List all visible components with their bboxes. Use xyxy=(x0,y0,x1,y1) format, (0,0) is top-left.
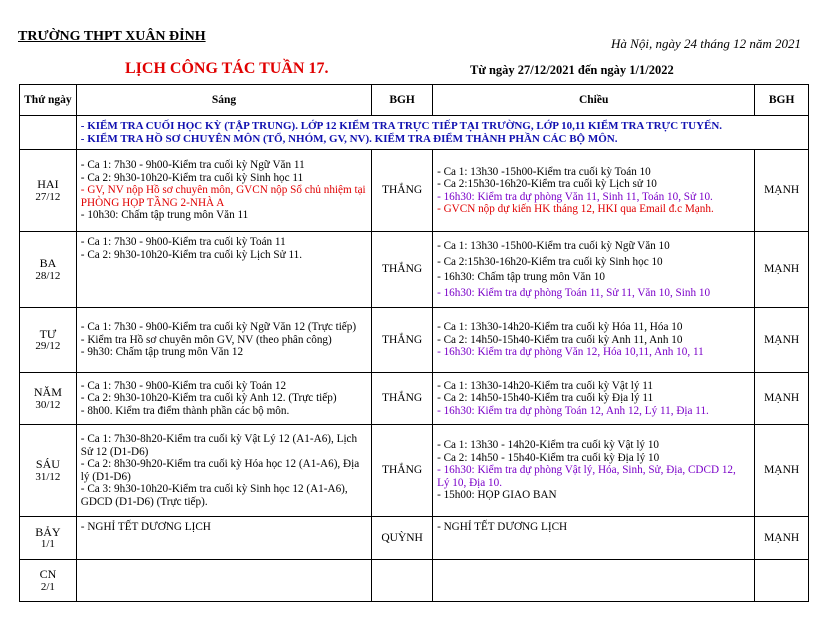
bgh-cell: THẮNG xyxy=(372,425,433,517)
table-row xyxy=(20,232,809,308)
table-row xyxy=(20,560,809,602)
day-name: NĂM xyxy=(33,385,62,399)
notice-line: - KIỂM TRA HỒ SƠ CHUYÊN MÔN (TỔ, NHÓM, GV, NV). KIỂM TRA ĐIỂM THÀNH PHẦN CÁC BỘ MÔN. xyxy=(80,132,618,145)
page-title: LỊCH CÔNG TÁC TUẦN 17. xyxy=(125,60,329,77)
bgh-cell: THẮNG xyxy=(372,232,433,308)
afternoon-item: - Ca 1: 13h30-14h20-Kiểm tra cuối kỳ Hóa 11, Hóa 10 xyxy=(437,321,683,334)
day-cell xyxy=(20,517,77,560)
bgh-cell-2: MẠNH xyxy=(755,373,809,425)
bgh-cell: THẮNG xyxy=(372,308,433,373)
afternoon-item: - Ca 2: 14h50 - 15h40-Kiểm tra cuối kỳ Địa lý 10 xyxy=(437,451,660,464)
morning-item: - GV, NV nộp Hồ sơ chuyên môn, GVCN nộp Sổ chủ nhiệm tại PHÒNG HỌP TẦNG 2-NHÀ A xyxy=(80,184,366,209)
day-cell xyxy=(20,425,77,517)
morning-cell xyxy=(76,425,371,517)
morning-item: - Ca 1: 7h30 - 9h00-Kiểm tra cuối kỳ Toán 12 xyxy=(80,379,287,392)
morning-cell xyxy=(76,373,371,425)
bgh-cell-2: MẠNH xyxy=(755,150,809,232)
day-cell xyxy=(20,373,77,425)
bgh-cell: THẮNG xyxy=(372,373,433,425)
morning-item: - Ca 1: 7h30 - 9h00-Kiểm tra cuối kỳ Ngữ Văn 11 xyxy=(80,159,305,172)
col-header-bgh: BGH xyxy=(372,85,433,116)
afternoon-item: - 16h30: Kiểm tra dự phòng Văn 12, Hóa 10,11, Anh 10, 11 xyxy=(437,346,704,359)
table-row xyxy=(20,517,809,560)
afternoon-item: - Ca 2: 14h50-15h40-Kiểm tra cuối kỳ Địa lý 11 xyxy=(437,392,654,405)
afternoon-item: - 16h30: Kiểm tra dự phòng Vật lý, Hóa, Sinh, Sử, Địa, CDCD 12, Lý 10, Địa 10. xyxy=(437,464,736,489)
col-header-afternoon: Chiều xyxy=(433,85,755,116)
afternoon-cell xyxy=(433,308,755,373)
bgh-cell-2: MẠNH xyxy=(755,425,809,517)
table-row xyxy=(20,373,809,425)
afternoon-cell xyxy=(433,425,755,517)
bgh-cell xyxy=(372,560,433,602)
day-name: HAI xyxy=(37,177,59,191)
table-row xyxy=(20,308,809,373)
morning-cell xyxy=(76,308,371,373)
notice-day-cell xyxy=(20,116,77,150)
morning-item: - Ca 2: 8h30-9h20-Kiểm tra cuối kỳ Hóa học 12 (A1-A6), Địa lý (D1-D6) xyxy=(80,458,360,483)
morning-cell xyxy=(76,232,371,308)
notice-cell xyxy=(76,116,808,150)
morning-item: - Ca 2: 9h30-10h20-Kiểm tra cuối kỳ Lịch Sử 11. xyxy=(80,248,303,261)
date-range: Từ ngày 27/12/2021 đến ngày 1/1/2022 xyxy=(470,63,674,77)
afternoon-item: - 16h30: Kiểm tra dự phòng Văn 11, Sinh 11, Toán 10, Sử 10. xyxy=(437,190,713,203)
morning-cell xyxy=(76,150,371,232)
afternoon-item: - 16h30: Kiểm tra dự phòng Toán 11, Sử 11, Văn 10, Sinh 10 xyxy=(437,286,711,299)
afternoon-cell xyxy=(433,560,755,602)
day-cell xyxy=(20,150,77,232)
afternoon-item: - NGHỈ TẾT DƯƠNG LỊCH xyxy=(437,521,568,533)
day-date: 27/12 xyxy=(35,190,61,203)
day-date: 2/1 xyxy=(40,580,55,593)
day-name: SÁU xyxy=(35,457,60,471)
afternoon-cell xyxy=(433,232,755,308)
bgh-cell-2 xyxy=(755,560,809,602)
afternoon-item: - Ca 2:15h30-16h20-Kiểm tra cuối kỳ Sinh học 10 xyxy=(437,255,663,268)
afternoon-item: - Ca 2:15h30-16h20-Kiểm tra cuối kỳ Lịch sử 10 xyxy=(437,178,657,190)
morning-item: - Ca 1: 7h30 - 9h00-Kiểm tra cuối kỳ Toán 11 xyxy=(80,236,286,248)
morning-item: - Ca 2: 9h30-10h20-Kiểm tra cuối kỳ Sinh học 11 xyxy=(80,171,304,184)
afternoon-item: - Ca 1: 13h30 -15h00-Kiểm tra cuối kỳ Ngữ Văn 10 xyxy=(437,240,670,252)
day-date: 28/12 xyxy=(35,269,61,282)
morning-item: - 8h00. Kiểm tra điểm thành phần các bộ môn. xyxy=(80,404,290,417)
morning-cell xyxy=(76,560,371,602)
morning-item: - Kiểm tra Hồ sơ chuyên môn GV, NV (theo phân công) xyxy=(80,333,332,346)
day-cell xyxy=(20,308,77,373)
afternoon-item: - Ca 2: 14h50-15h40-Kiểm tra cuối kỳ Anh 11, Anh 10 xyxy=(437,333,683,346)
school-name: TRƯỜNG THPT XUÂN ĐỈNH xyxy=(18,29,206,44)
afternoon-item: - Ca 1: 13h30 - 14h20-Kiểm tra cuối kỳ Vật lý 10 xyxy=(437,439,660,452)
afternoon-item: - 16h30: Chấm tập trung môn Văn 10 xyxy=(437,271,605,283)
day-name: CN xyxy=(39,567,57,581)
col-header-day: Thứ ngày xyxy=(20,85,77,116)
day-name: TƯ xyxy=(39,326,57,341)
day-name: BẢY xyxy=(35,524,61,539)
afternoon-item: - Ca 1: 13h30-14h20-Kiểm tra cuối kỳ Vật lý 11 xyxy=(437,379,654,392)
schedule-table xyxy=(19,84,809,602)
notice-row xyxy=(20,116,809,150)
bgh-cell: THẮNG xyxy=(372,150,433,232)
day-cell xyxy=(20,560,77,602)
afternoon-item: - GVCN nộp dự kiến HK tháng 12, HKI qua Email đ.c Mạnh. xyxy=(437,203,714,215)
afternoon-cell xyxy=(433,373,755,425)
col-header-morning: Sáng xyxy=(76,85,371,116)
morning-cell xyxy=(76,517,371,560)
afternoon-item: - Ca 1: 13h30 -15h00-Kiểm tra cuối kỳ Toán 10 xyxy=(437,165,651,178)
day-date: 1/1 xyxy=(40,538,55,550)
table-row xyxy=(20,425,809,517)
day-date: 31/12 xyxy=(35,470,61,483)
col-header-bgh-2: BGH xyxy=(755,85,809,116)
morning-item: - Ca 1: 7h30 - 9h00-Kiểm tra cuối kỳ Ngữ Văn 12 (Trực tiếp) xyxy=(80,321,357,334)
afternoon-item: - 15h00: HỌP GIAO BAN xyxy=(437,489,557,502)
date-line: Hà Nội, ngày 24 tháng 12 năm 2021 xyxy=(611,36,801,51)
morning-item: - 9h30: Chấm tập trung môn Văn 12 xyxy=(80,346,244,359)
day-name: BA xyxy=(39,256,57,270)
morning-item: - Ca 3: 9h30-10h20-Kiểm tra cuối kỳ Sinh học 12 (A1-A6), GDCD (D1-D6) (Trực tiếp). xyxy=(80,483,348,508)
morning-item: - NGHỈ TẾT DƯƠNG LỊCH xyxy=(80,521,211,533)
afternoon-item: - 16h30: Kiểm tra dự phòng Toán 12, Anh 12, Lý 11, Địa 11. xyxy=(437,404,709,417)
day-cell xyxy=(20,232,77,308)
bgh-cell-2: MẠNH xyxy=(755,517,809,560)
bgh-cell-2: MẠNH xyxy=(755,232,809,308)
bgh-cell-2: MẠNH xyxy=(755,308,809,373)
afternoon-cell xyxy=(433,150,755,232)
day-date: 29/12 xyxy=(35,340,61,352)
notice-line: - KIỂM TRA CUỐI HỌC KỲ (TẬP TRUNG). LỚP 12 KIỂM TRA TRỰC TIẾP TẠI TRƯỜNG, LỚP 10,11 KIỂM TRA TRỰC TUYẾN. xyxy=(80,120,723,132)
morning-item: - Ca 2: 9h30-10h20-Kiểm tra cuối kỳ Anh 12. (Trực tiếp) xyxy=(80,392,337,405)
table-row xyxy=(20,150,809,232)
morning-item: - 10h30: Chấm tập trung môn Văn 11 xyxy=(80,209,249,222)
bgh-cell: QUỲNH xyxy=(372,517,433,560)
afternoon-cell xyxy=(433,517,755,560)
morning-item: - Ca 1: 7h30-8h20-Kiểm tra cuối kỳ Vật Lý 12 (A1-A6), Lịch Sử 12 (D1-D6) xyxy=(80,433,358,458)
header-row xyxy=(20,85,809,116)
day-date: 30/12 xyxy=(35,398,61,411)
